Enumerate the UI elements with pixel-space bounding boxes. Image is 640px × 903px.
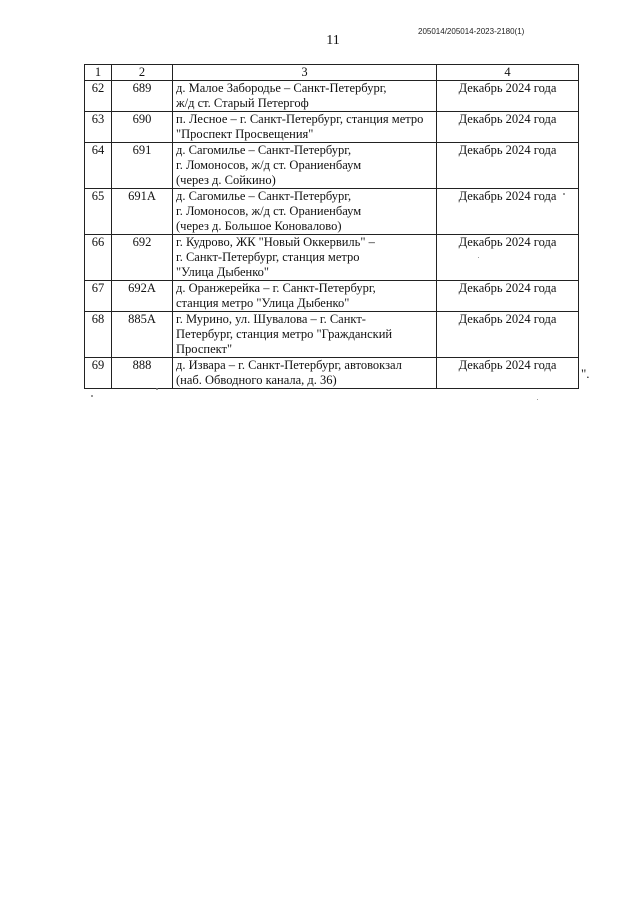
description-line: г. Ломоносов, ж/д ст. Ораниенбаум	[176, 204, 362, 218]
deadline-cell: Декабрь 2024 года	[437, 281, 579, 312]
route-number-cell: 885А	[112, 312, 173, 358]
route-description-cell	[173, 358, 437, 389]
description-line: г. Санкт-Петербург, станция метро	[176, 250, 360, 264]
description-line: г. Мурино, ул. Шувалова – г. Санкт-	[176, 312, 366, 326]
description-line: д. Сагомилье – Санкт-Петербург,	[176, 189, 352, 203]
deadline-cell: Декабрь 2024 года	[437, 358, 579, 389]
table-row	[85, 281, 579, 312]
table-row	[85, 189, 579, 235]
description-line: ж/д ст. Старый Петергоф	[176, 96, 309, 110]
route-description-cell	[173, 281, 437, 312]
route-description-cell	[173, 235, 437, 281]
row-number-cell: 64	[85, 143, 112, 189]
scan-speck	[537, 399, 538, 400]
description-line: Петербург, станция метро "Гражданский	[176, 327, 393, 341]
description-line: п. Лесное – г. Санкт-Петербург, станция метро	[176, 112, 424, 126]
route-number-cell: 888	[112, 358, 173, 389]
column-header-2: 2	[112, 65, 173, 81]
scan-speck	[91, 395, 93, 397]
row-number-cell: 68	[85, 312, 112, 358]
description-line: "Улица Дыбенко"	[176, 265, 269, 279]
document-code: 205014/205014-2023-2180(1)	[418, 27, 525, 36]
deadline-cell: Декабрь 2024 года	[437, 312, 579, 358]
column-header-3: 3	[173, 65, 437, 81]
scan-speck	[563, 193, 565, 195]
description-line: станция метро "Улица Дыбенко"	[176, 296, 350, 310]
row-number-cell: 63	[85, 112, 112, 143]
route-number-cell: 692	[112, 235, 173, 281]
table-row	[85, 81, 579, 112]
route-number-cell: 691А	[112, 189, 173, 235]
table-row	[85, 358, 579, 389]
deadline-cell: Декабрь 2024 года	[437, 143, 579, 189]
table-header-row	[85, 65, 579, 81]
table-row	[85, 312, 579, 358]
description-line: "Проспект Просвещения"	[176, 127, 314, 141]
description-line: д. Оранжерейка – г. Санкт-Петербург,	[176, 281, 376, 295]
row-number-cell: 69	[85, 358, 112, 389]
description-line: Проспект"	[176, 342, 233, 356]
table-body	[85, 81, 579, 389]
column-header-1: 1	[85, 65, 112, 81]
route-description-cell	[173, 312, 437, 358]
description-line: д. Сагомилье – Санкт-Петербург,	[176, 143, 352, 157]
routes-table	[84, 64, 579, 389]
deadline-cell: Декабрь 2024 года	[437, 81, 579, 112]
table-row	[85, 143, 579, 189]
route-description-cell	[173, 81, 437, 112]
description-line: д. Извара – г. Санкт-Петербург, автовокзал	[176, 358, 402, 372]
description-line: д. Малое Забородье – Санкт-Петербург,	[176, 81, 387, 95]
deadline-cell: Декабрь 2024 года	[437, 235, 579, 281]
description-line: г. Ломоносов, ж/д ст. Ораниенбаум	[176, 158, 362, 172]
closing-quote-mark: ".	[581, 366, 590, 381]
route-number-cell: 692А	[112, 281, 173, 312]
deadline-cell: Декабрь 2024 года	[437, 112, 579, 143]
page-number: 11	[326, 33, 340, 48]
description-line: г. Кудрово, ЖК "Новый Оккервиль" –	[176, 235, 375, 249]
route-description-cell	[173, 112, 437, 143]
row-number-cell: 67	[85, 281, 112, 312]
deadline-cell: Декабрь 2024 года	[437, 189, 579, 235]
description-line: (наб. Обводного канала, д. 36)	[176, 373, 337, 387]
scan-speck	[156, 388, 158, 390]
description-line: (через д. Большое Коновалово)	[176, 219, 342, 233]
row-number-cell: 66	[85, 235, 112, 281]
table-row	[85, 235, 579, 281]
route-number-cell: 689	[112, 81, 173, 112]
description-line: (через д. Сойкино)	[176, 173, 276, 187]
route-number-cell: 691	[112, 143, 173, 189]
row-number-cell: 65	[85, 189, 112, 235]
route-number-cell: 690	[112, 112, 173, 143]
route-description-cell	[173, 143, 437, 189]
row-number-cell: 62	[85, 81, 112, 112]
scan-speck	[478, 257, 479, 258]
route-description-cell	[173, 189, 437, 235]
table-row	[85, 112, 579, 143]
column-header-4: 4	[437, 65, 579, 81]
